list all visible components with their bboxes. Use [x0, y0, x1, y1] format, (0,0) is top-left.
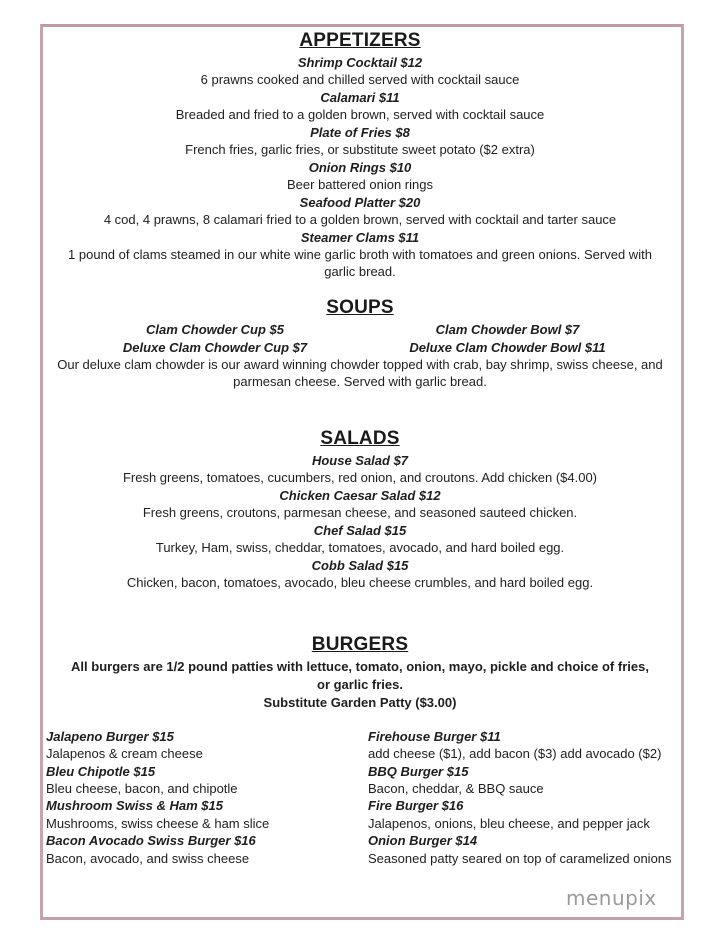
menu-item-desc: Fresh greens, croutons, parmesan cheese, and seasoned sauteed chicken.	[142, 505, 578, 520]
menu-item-name: Plate of Fries $8	[310, 125, 410, 140]
menu-item-desc: Breaded and fried to a golden brown, served with cocktail sauce	[175, 107, 545, 122]
menu-item-desc: French fries, garlic fries, or substitute sweet potato ($2 extra)	[185, 142, 535, 157]
menu-item-name: Onion Burger $14	[368, 833, 478, 848]
menu-item-name: Seafood Platter $20	[299, 195, 421, 210]
menu-item-name: Fire Burger $16	[368, 798, 464, 813]
menu-item-name: House Salad $7	[311, 453, 409, 468]
menu-item-name: Deluxe Clam Chowder Cup $7	[122, 340, 308, 355]
menu-item-desc: Bacon, cheddar, & BBQ sauce	[368, 781, 544, 796]
menu-item-name: Onion Rings $10	[308, 160, 412, 175]
burgers-note: or garlic fries.	[317, 677, 403, 692]
menu-item-name: Firehouse Burger $11	[368, 729, 501, 744]
burgers-note: Substitute Garden Patty ($3.00)	[263, 695, 457, 710]
menu-item-name: Chef Salad $15	[313, 523, 407, 538]
burgers-heading: BURGERS	[311, 634, 409, 655]
menu-item-name: Bacon Avocado Swiss Burger $16	[46, 833, 256, 848]
menu-item-desc: Turkey, Ham, swiss, cheddar, tomatoes, avocado, and hard boiled egg.	[155, 540, 565, 555]
menu-item-name: Mushroom Swiss & Ham $15	[46, 798, 223, 813]
appetizers-heading: APPETIZERS	[299, 30, 421, 51]
menu-item-name: Steamer Clams $11	[300, 230, 420, 245]
menu-item-name: Clam Chowder Cup $5	[146, 322, 284, 337]
menu-item-name: Shrimp Cocktail $12	[297, 55, 423, 70]
menu-item-desc: Jalapenos & cream cheese	[46, 746, 203, 761]
menu-item-desc: Fresh greens, tomatoes, cucumbers, red onion, and croutons. Add chicken ($4.00)	[122, 470, 598, 485]
menu-item-desc: Seasoned patty seared on top of caramelized onions	[368, 851, 672, 866]
menu-item-desc: Bacon, avocado, and swiss cheese	[46, 851, 250, 866]
menu-item-name: Jalapeno Burger $15	[46, 729, 174, 744]
soups-desc: parmesan cheese. Served with garlic bread.	[233, 374, 487, 389]
menu-item-desc: Mushrooms, swiss cheese & ham slice	[46, 816, 270, 831]
menu-item-name: Calamari $11	[320, 90, 400, 105]
burgers-note: All burgers are 1/2 pound patties with lettuce, tomato, onion, mayo, pickle and choice of fries,	[71, 659, 649, 674]
menu-item-desc: 1 pound of clams steamed in our white wine garlic broth with tomatoes and green onions. Served with	[68, 247, 652, 262]
menu-item-name: BBQ Burger $15	[368, 764, 469, 779]
menupix-watermark: menupix	[566, 886, 657, 910]
menu-item-name: Deluxe Clam Chowder Bowl $11	[409, 340, 606, 355]
menu-item-name: Bleu Chipotle $15	[46, 764, 156, 779]
menu-item-desc: Bleu cheese, bacon, and chipotle	[46, 781, 238, 796]
menu-item-desc: 6 prawns cooked and chilled served with cocktail sauce	[200, 72, 520, 87]
menu-item-name: Chicken Caesar Salad $12	[279, 488, 441, 503]
menu-item-name: Clam Chowder Bowl $7	[435, 322, 580, 337]
soups-desc: Our deluxe clam chowder is our award winning chowder topped with crab, bay shrimp, swiss cheese, and	[57, 357, 663, 372]
menu-item-desc: Chicken, bacon, tomatoes, avocado, bleu cheese crumbles, and hard boiled egg.	[126, 575, 594, 590]
menu-item-desc: Jalapenos, onions, bleu cheese, and pepper jack	[368, 816, 650, 831]
salads-heading: SALADS	[320, 428, 400, 449]
menu-item-desc: add cheese ($1), add bacon ($3) add avocado ($2)	[368, 746, 662, 761]
menu-item-desc: Beer battered onion rings	[287, 177, 433, 192]
soups-heading: SOUPS	[326, 297, 394, 318]
menu-item-desc: 4 cod, 4 prawns, 8 calamari fried to a golden brown, served with cocktail and tarter sauce	[103, 212, 617, 227]
menu-item-name: Cobb Salad $15	[311, 558, 409, 573]
menu-item-desc: garlic bread.	[324, 264, 396, 279]
